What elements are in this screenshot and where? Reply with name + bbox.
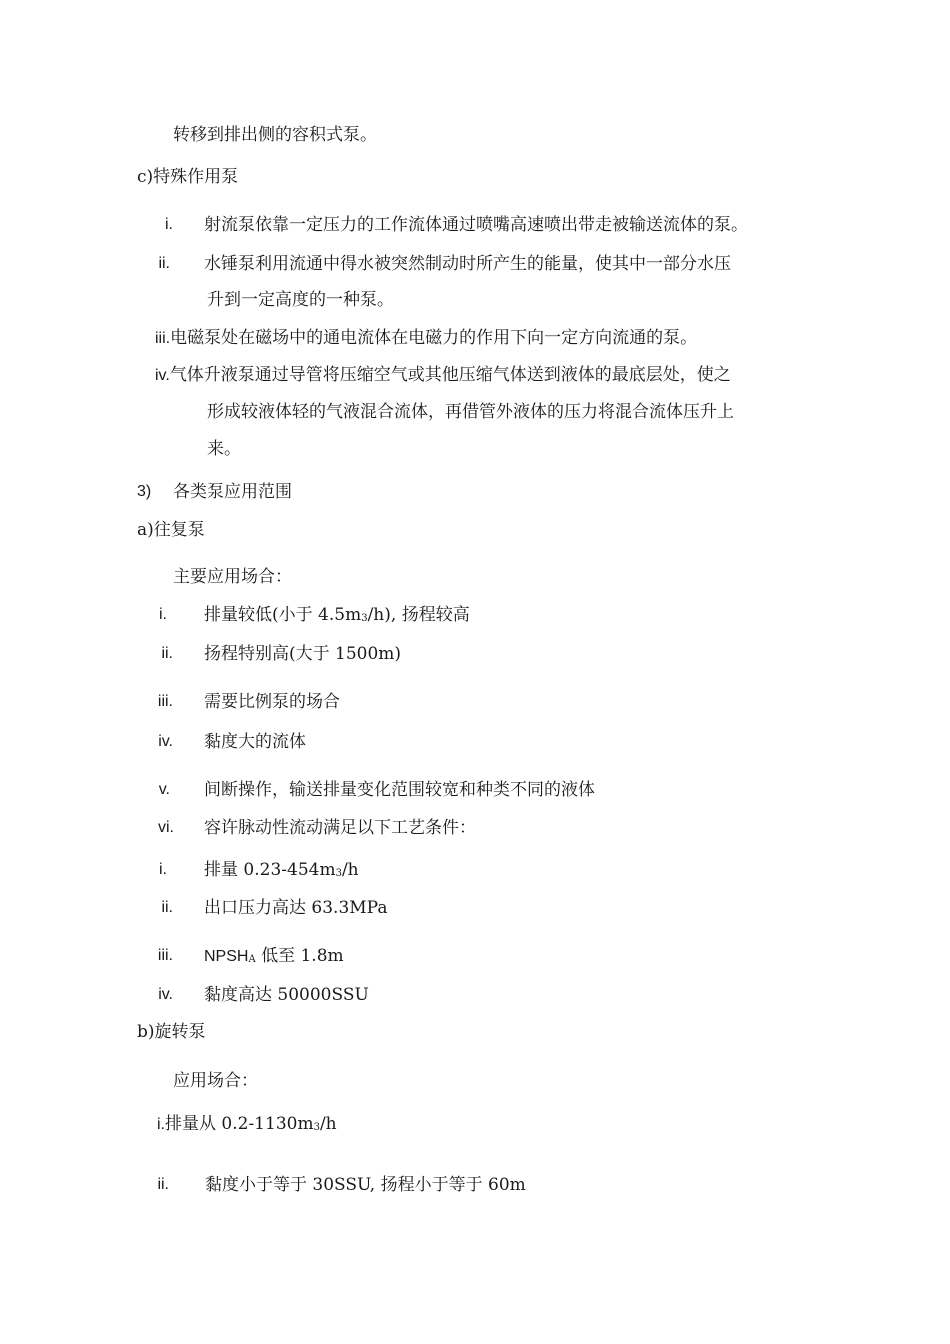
- list-item-text: 黏度高达 50000SSU: [204, 985, 369, 1005]
- intro-text: 主要应用场合：: [173, 567, 292, 587]
- list-item-text: i.排量从 0.2-1130m3/h: [157, 1114, 337, 1134]
- list-marker: iv.: [155, 367, 170, 384]
- list-marker: v.: [158, 781, 170, 798]
- list-marker: ii.: [161, 645, 173, 662]
- section-number: 3): [137, 483, 152, 500]
- list-item-text: 容许脉动性流动满足以下工艺条件：: [204, 818, 476, 838]
- intro-text: 应用场合：: [173, 1071, 258, 1091]
- list-item-text: iv.气体升液泵通过导管将压缩空气或其他压缩气体送到液体的最底层处，使之: [155, 365, 731, 385]
- heading-reciprocating-pumps: a)往复泵: [137, 520, 205, 540]
- list-marker: iv.: [158, 733, 173, 750]
- list-item-text: 水锤泵利用流通中得水被突然制动时所产生的能量，使其中一部分水压: [204, 254, 731, 274]
- list-item-text: 排量 0.23-454m3/h: [204, 860, 359, 880]
- list-marker: iii.: [157, 693, 173, 710]
- list-marker: iv.: [158, 986, 173, 1003]
- section-title: 各类泵应用范围: [173, 482, 292, 502]
- list-item-text: 扬程特别高(大于 1500m): [204, 644, 402, 664]
- list-item-text: 出口压力高达 63.3MPa: [204, 898, 388, 918]
- list-marker: i.: [157, 1116, 165, 1133]
- list-marker: i.: [159, 861, 167, 878]
- list-item-text: 需要比例泵的场合: [204, 692, 340, 712]
- list-marker: ii.: [157, 1176, 169, 1193]
- list-marker: vi.: [158, 819, 174, 836]
- continuation-text: 转移到排出侧的容积式泵。: [173, 125, 377, 145]
- heading-rotary-pumps: b)旋转泵: [137, 1022, 206, 1042]
- list-item-text: 排量较低(小于 4.5m3/h), 扬程较高: [204, 605, 470, 625]
- list-item-text: 形成较液体轻的气液混合流体，再借管外液体的压力将混合流体压升上: [207, 402, 734, 422]
- list-item-text: 黏度小于等于 30SSU, 扬程小于等于 60m: [205, 1175, 526, 1195]
- list-marker: ii.: [161, 899, 173, 916]
- list-item-text: 升到一定高度的一种泵。: [207, 290, 394, 310]
- list-item-text: 黏度大的流体: [204, 732, 306, 752]
- list-item-text: 射流泵依靠一定压力的工作流体通过喷嘴高速喷出带走被输送流体的泵。: [204, 215, 748, 235]
- list-marker: i.: [165, 216, 173, 233]
- list-item-text: 间断操作，输送排量变化范围较宽和种类不同的液体: [204, 780, 595, 800]
- list-marker: iii.: [155, 330, 171, 347]
- list-item-text: iii.电磁泵处在磁场中的通电流体在电磁力的作用下向一定方向流通的泵。: [155, 328, 698, 348]
- list-item-text: 来。: [207, 439, 241, 459]
- list-item-text: NPSHA 低至 1.8m: [204, 946, 344, 966]
- list-marker: iii.: [157, 947, 173, 964]
- list-marker: i.: [159, 606, 167, 623]
- heading-special-pumps: c)特殊作用泵: [137, 167, 239, 187]
- list-marker: ii.: [158, 255, 170, 272]
